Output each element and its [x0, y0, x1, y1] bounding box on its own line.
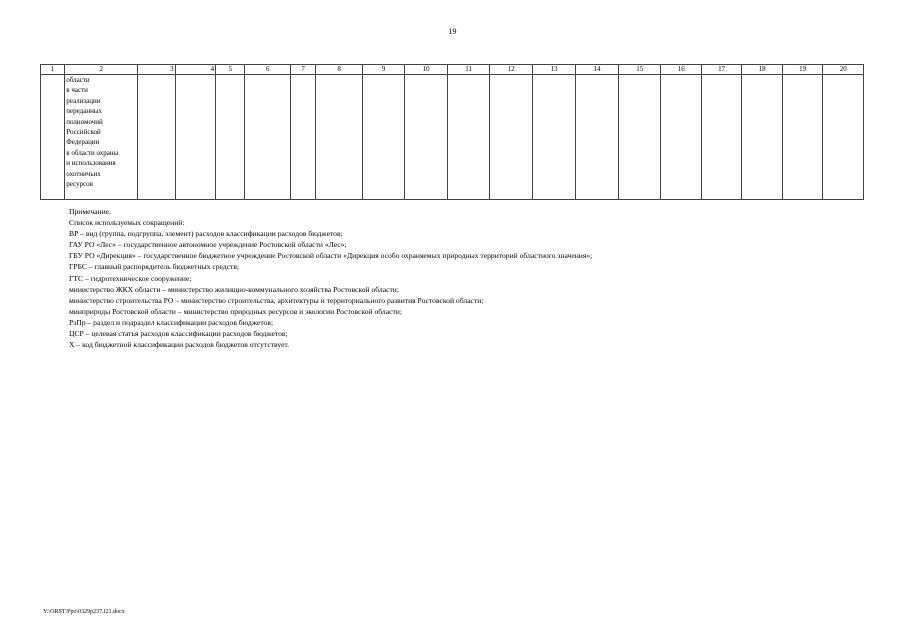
table-header-row	[41, 65, 864, 75]
column-header: 14	[576, 65, 619, 75]
data-table	[40, 64, 864, 200]
table-cell	[782, 75, 822, 200]
column-header: 13	[532, 65, 576, 75]
cell-text-line: переданных	[66, 107, 103, 116]
column-header: 6	[245, 65, 291, 75]
column-header: 1	[41, 65, 65, 75]
abbreviation-item: Х – код бюджетной классификации расходов бюджетов отсутствует.	[69, 340, 290, 350]
column-header: 11	[447, 65, 490, 75]
column-header: 5	[216, 65, 245, 75]
table-cell	[576, 75, 619, 200]
column-header: 3	[138, 65, 175, 75]
table-cell	[405, 75, 448, 200]
notes-section	[69, 206, 592, 350]
cell-text-line: и использования	[66, 159, 116, 168]
column-header: 9	[362, 65, 405, 75]
table-cell	[701, 75, 741, 200]
column-header: 17	[701, 65, 741, 75]
column-header: 16	[661, 65, 701, 75]
cell-text-line: реализации	[66, 96, 101, 105]
cell-text-line: ресурсов	[66, 180, 93, 189]
cell-text-line: Федерации	[66, 138, 100, 147]
abbreviations-intro: Список используемых сокращений:	[69, 218, 185, 228]
table-cell	[618, 75, 661, 200]
column-header: 12	[490, 65, 533, 75]
table-cell	[447, 75, 490, 200]
cell-text-line: Российской	[66, 128, 101, 137]
column-header: 18	[742, 65, 782, 75]
abbreviation-item: ГТС – гидротехническое сооружение;	[69, 273, 192, 283]
cell-text-line: области	[66, 76, 90, 84]
abbreviation-item: ГБУ РО «Дирекция» – государственное бюджетное учреждение Ростовской области «Дирекция особо охраняемых природных территорий областного значения»;	[69, 251, 593, 261]
cell-text-line: полномочий	[66, 117, 103, 126]
abbreviation-item: ВР – вид (группа, подгруппа, элемент) расходов классификации расходов бюджетов;	[69, 229, 343, 239]
column-header: 10	[405, 65, 448, 75]
column-header: 20	[823, 65, 864, 75]
abbreviation-item: РзПр – раздел и подраздел классификации расходов бюджетов;	[69, 317, 274, 327]
footer-file-path: Y:\ORST\Ppo\0329p237.f21.docx	[43, 609, 125, 615]
table-cell	[316, 75, 363, 200]
table-cell	[661, 75, 701, 200]
column-header: 7	[290, 65, 315, 75]
column-header: 8	[316, 65, 363, 75]
table-cell	[41, 75, 65, 200]
column-header: 4	[175, 65, 215, 75]
table-cell-description	[65, 75, 138, 200]
table-cell	[742, 75, 782, 200]
abbreviation-item: минприроды Ростовской области – министерство природных ресурсов и экологии Ростовской области;	[69, 306, 402, 316]
table-cell	[490, 75, 533, 200]
column-header: 19	[782, 65, 822, 75]
abbreviation-item: министерство ЖКХ области – министерство жилищно-коммунального хозяйства Ростовской области;	[69, 284, 399, 294]
abbreviation-item: ГРБС – главный распорядитель бюджетных средств;	[69, 262, 240, 272]
column-header: 2	[65, 65, 138, 75]
table-cell	[138, 75, 175, 200]
table-cell	[245, 75, 291, 200]
table-cell	[532, 75, 576, 200]
abbreviation-item: ЦСР – целевая статья расходов классификации расходов бюджетов;	[69, 329, 288, 339]
abbreviation-item: министерство строительства РО – министерство строительства, архитектуры и территориального развития Ростовской области;	[69, 295, 484, 305]
cell-text-line: в области охраны	[66, 148, 119, 157]
cell-text-line: охотничьих	[66, 169, 101, 178]
table-cell	[216, 75, 245, 200]
notes-title: Примечание.	[69, 207, 111, 216]
cell-text-line: в части	[66, 86, 88, 95]
table-cell	[362, 75, 405, 200]
column-header: 15	[618, 65, 661, 75]
table-row	[41, 75, 864, 200]
table-cell	[175, 75, 215, 200]
table-cell	[823, 75, 864, 200]
abbreviation-item: ГАУ РО «Лес» – государственное автономное учреждение Ростовской области «Лес»;	[69, 240, 347, 250]
page-number: 19	[448, 27, 457, 36]
table-cell	[290, 75, 315, 200]
